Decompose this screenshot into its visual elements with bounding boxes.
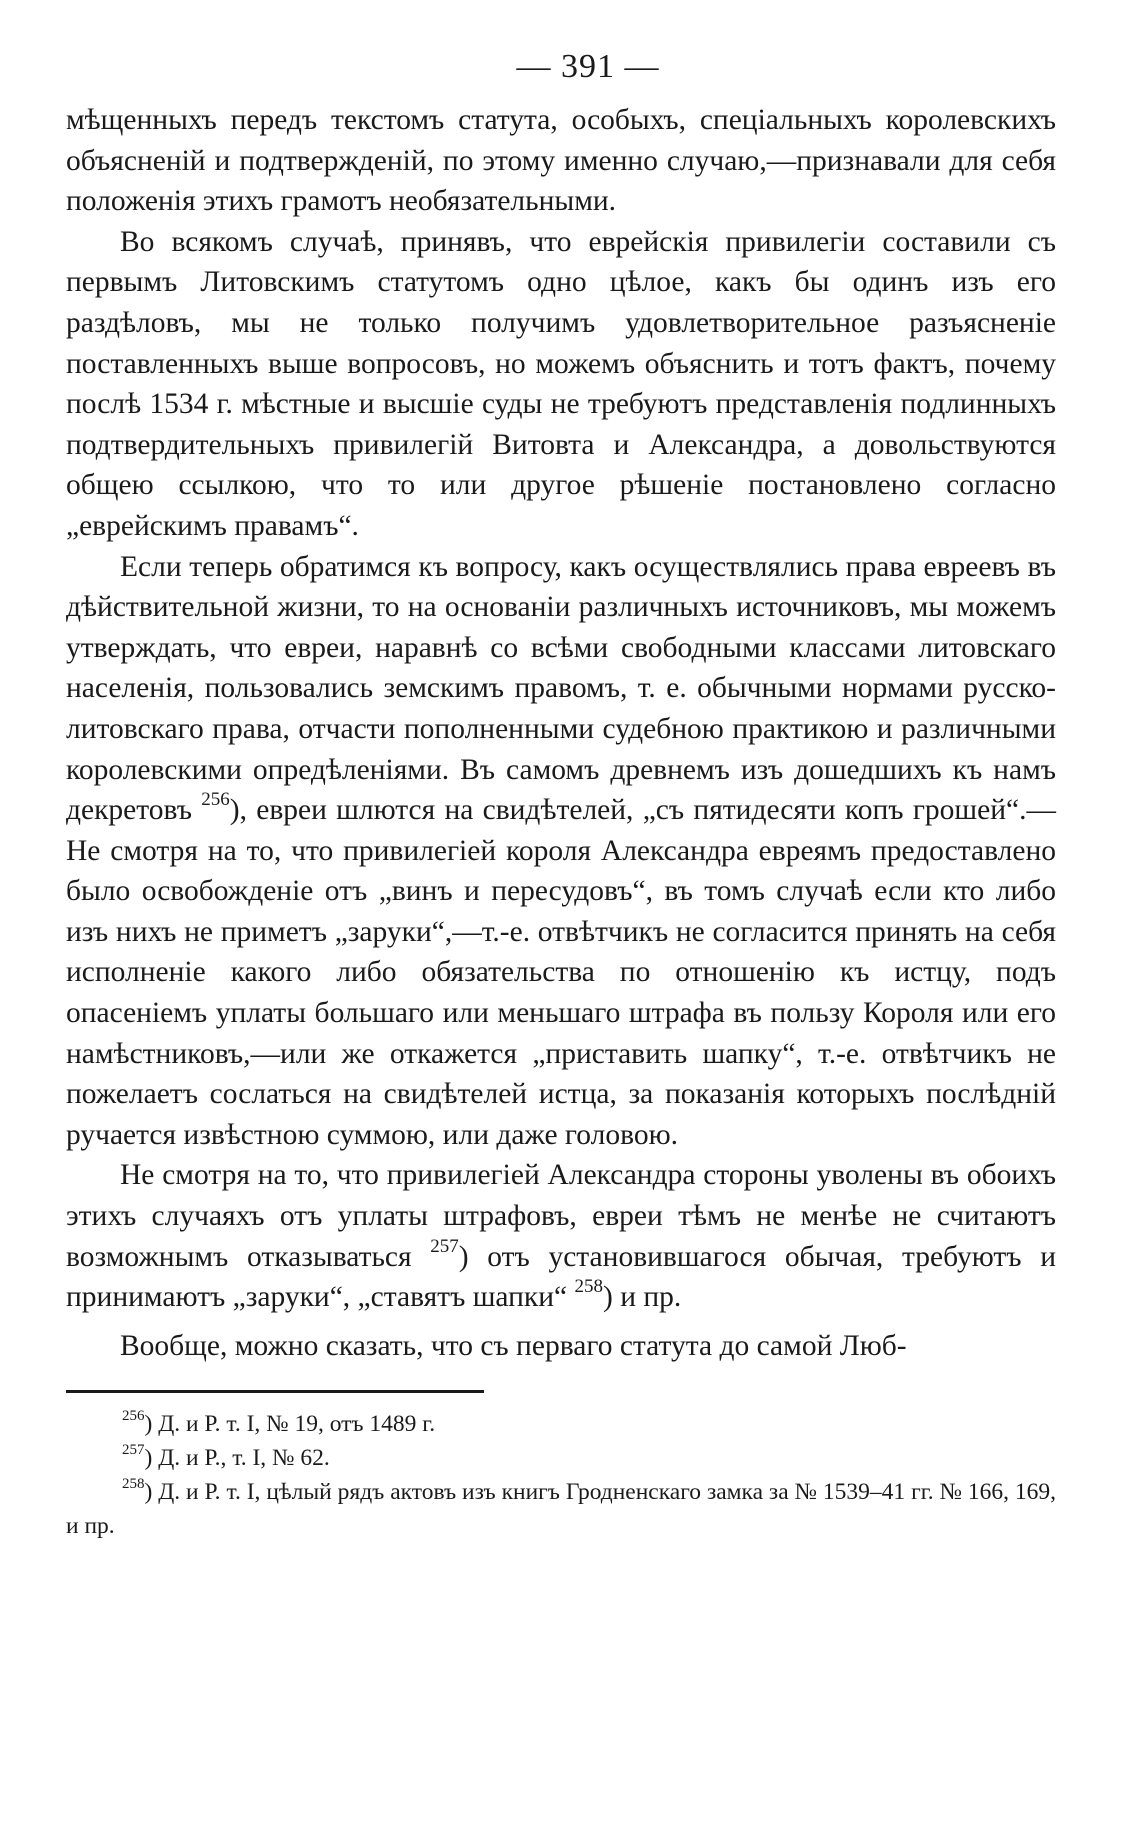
footnote-text: ) Д. и Р. т. I, № 19, отъ 1489 г.	[144, 1411, 436, 1438]
paragraph	[66, 1326, 1056, 1367]
footnote-divider	[66, 1390, 484, 1393]
footnote-text: ) Д. и Р., т. I, № 62.	[144, 1445, 330, 1472]
paragraph-text: Во всякомъ случаѣ, принявъ, что еврейскія привилегіи составили съ первымъ Литовскимъ статутомъ одно цѣлое, какъ бы одинъ изъ его раздѣловъ, мы не только получимъ удовлетворительное разъясненіе поставленныхъ выше вопросовъ, но можемъ объяснить и тотъ фактъ, почему послѣ 1534 г. мѣстные и высшіе суды не требуютъ представленія подлинныхъ подтвердительныхъ привилегій Витовта и Александра, а довольствуются общею ссылкою, что то или другое рѣшеніе постановлено согласно „еврейскимъ правамъ“.	[66, 225, 1056, 542]
footnote-number: 258	[122, 1476, 145, 1493]
page-number: — 391 —	[516, 48, 660, 85]
paragraph-text: Не смотря на то, что привилегіей Александра стороны уволены въ обоихъ этихъ случаяхъ отъ уплаты штрафовъ, евреи тѣмъ не менѣе не считаютъ возможнымъ отказываться	[66, 1159, 1056, 1273]
paragraph-text: ) отъ установившагося обычая, требуютъ и принимаютъ „заруки“, „ставятъ шапки“	[66, 1240, 1056, 1314]
body-text	[66, 100, 1056, 1366]
paragraph-text: мѣщенныхъ передъ текстомъ статута, особыхъ, спеціальныхъ королевскихъ объясненій и подтвержденій, по этому именно случаю,—признавали для себя положенія этихъ грамотъ необязательными.	[66, 104, 1056, 218]
footnote-number: 256	[122, 1408, 145, 1425]
book-page	[66, 48, 1056, 1543]
footnote	[66, 1441, 1056, 1475]
footnote-text: ) Д. и Р. т. I, цѣлый рядъ актовъ изъ книгъ Гродненскаго замка за № 1539–41 гг. № 166, 169, и пр.	[66, 1479, 1056, 1540]
footnote	[66, 1475, 1056, 1543]
paragraph	[66, 547, 1056, 1156]
paragraph	[66, 100, 1056, 222]
footnote-number: 257	[122, 1442, 145, 1459]
footnote	[66, 1407, 1056, 1441]
footnotes	[66, 1407, 1056, 1543]
paragraph-text: Вообще, можно сказать, что съ перваго статута до самой Люб-	[120, 1329, 907, 1362]
paragraph	[66, 1155, 1056, 1317]
paragraph-text: ) и пр.	[603, 1281, 682, 1314]
paragraph	[66, 222, 1056, 547]
paragraph-text: Если теперь обратимся къ вопросу, какъ осуществлялись права евреевъ въ дѣйствительной жизни, то на основаніи различныхъ источниковъ, мы можемъ утверждать, что евреи, наравнѣ со всѣми свободными классами литовскаго населенія, пользовались земскимъ правомъ, т. е. обычными нормами русско-литовскаго права, отчасти пополненными судебною практикою и различными королевскими опредѣленіями. Въ самомъ древнемъ изъ дошедшихъ къ намъ декретовъ	[66, 550, 1056, 827]
paragraph-text: ), евреи шлются на свидѣтелей, „съ пятидесяти копъ грошей“.—Не смотря на то, что привилегіей короля Александра евреямъ предоставлено было освобожденіе отъ „винъ и пересудовъ“, въ томъ случаѣ если кто либо изъ нихъ не приметъ „заруки“,—т.-е. отвѣтчикъ не согласится принять на себя исполненіе какого либо обязательства по отношенію къ истцу, подъ опасеніемъ уплаты большаго или меньшаго штрафа въ пользу Короля или его намѣстниковъ,—или же откажется „приставить шапку“, т.-е. отвѣтчикъ не пожелаетъ сослаться на свидѣтелей истца, за показанія которыхъ послѣдній ручается извѣстною суммою, или даже головою.	[66, 794, 1056, 1151]
footnote-ref: 258	[574, 1275, 604, 1297]
footnote-ref: 256	[201, 788, 230, 810]
footnote-ref: 257	[430, 1235, 459, 1257]
